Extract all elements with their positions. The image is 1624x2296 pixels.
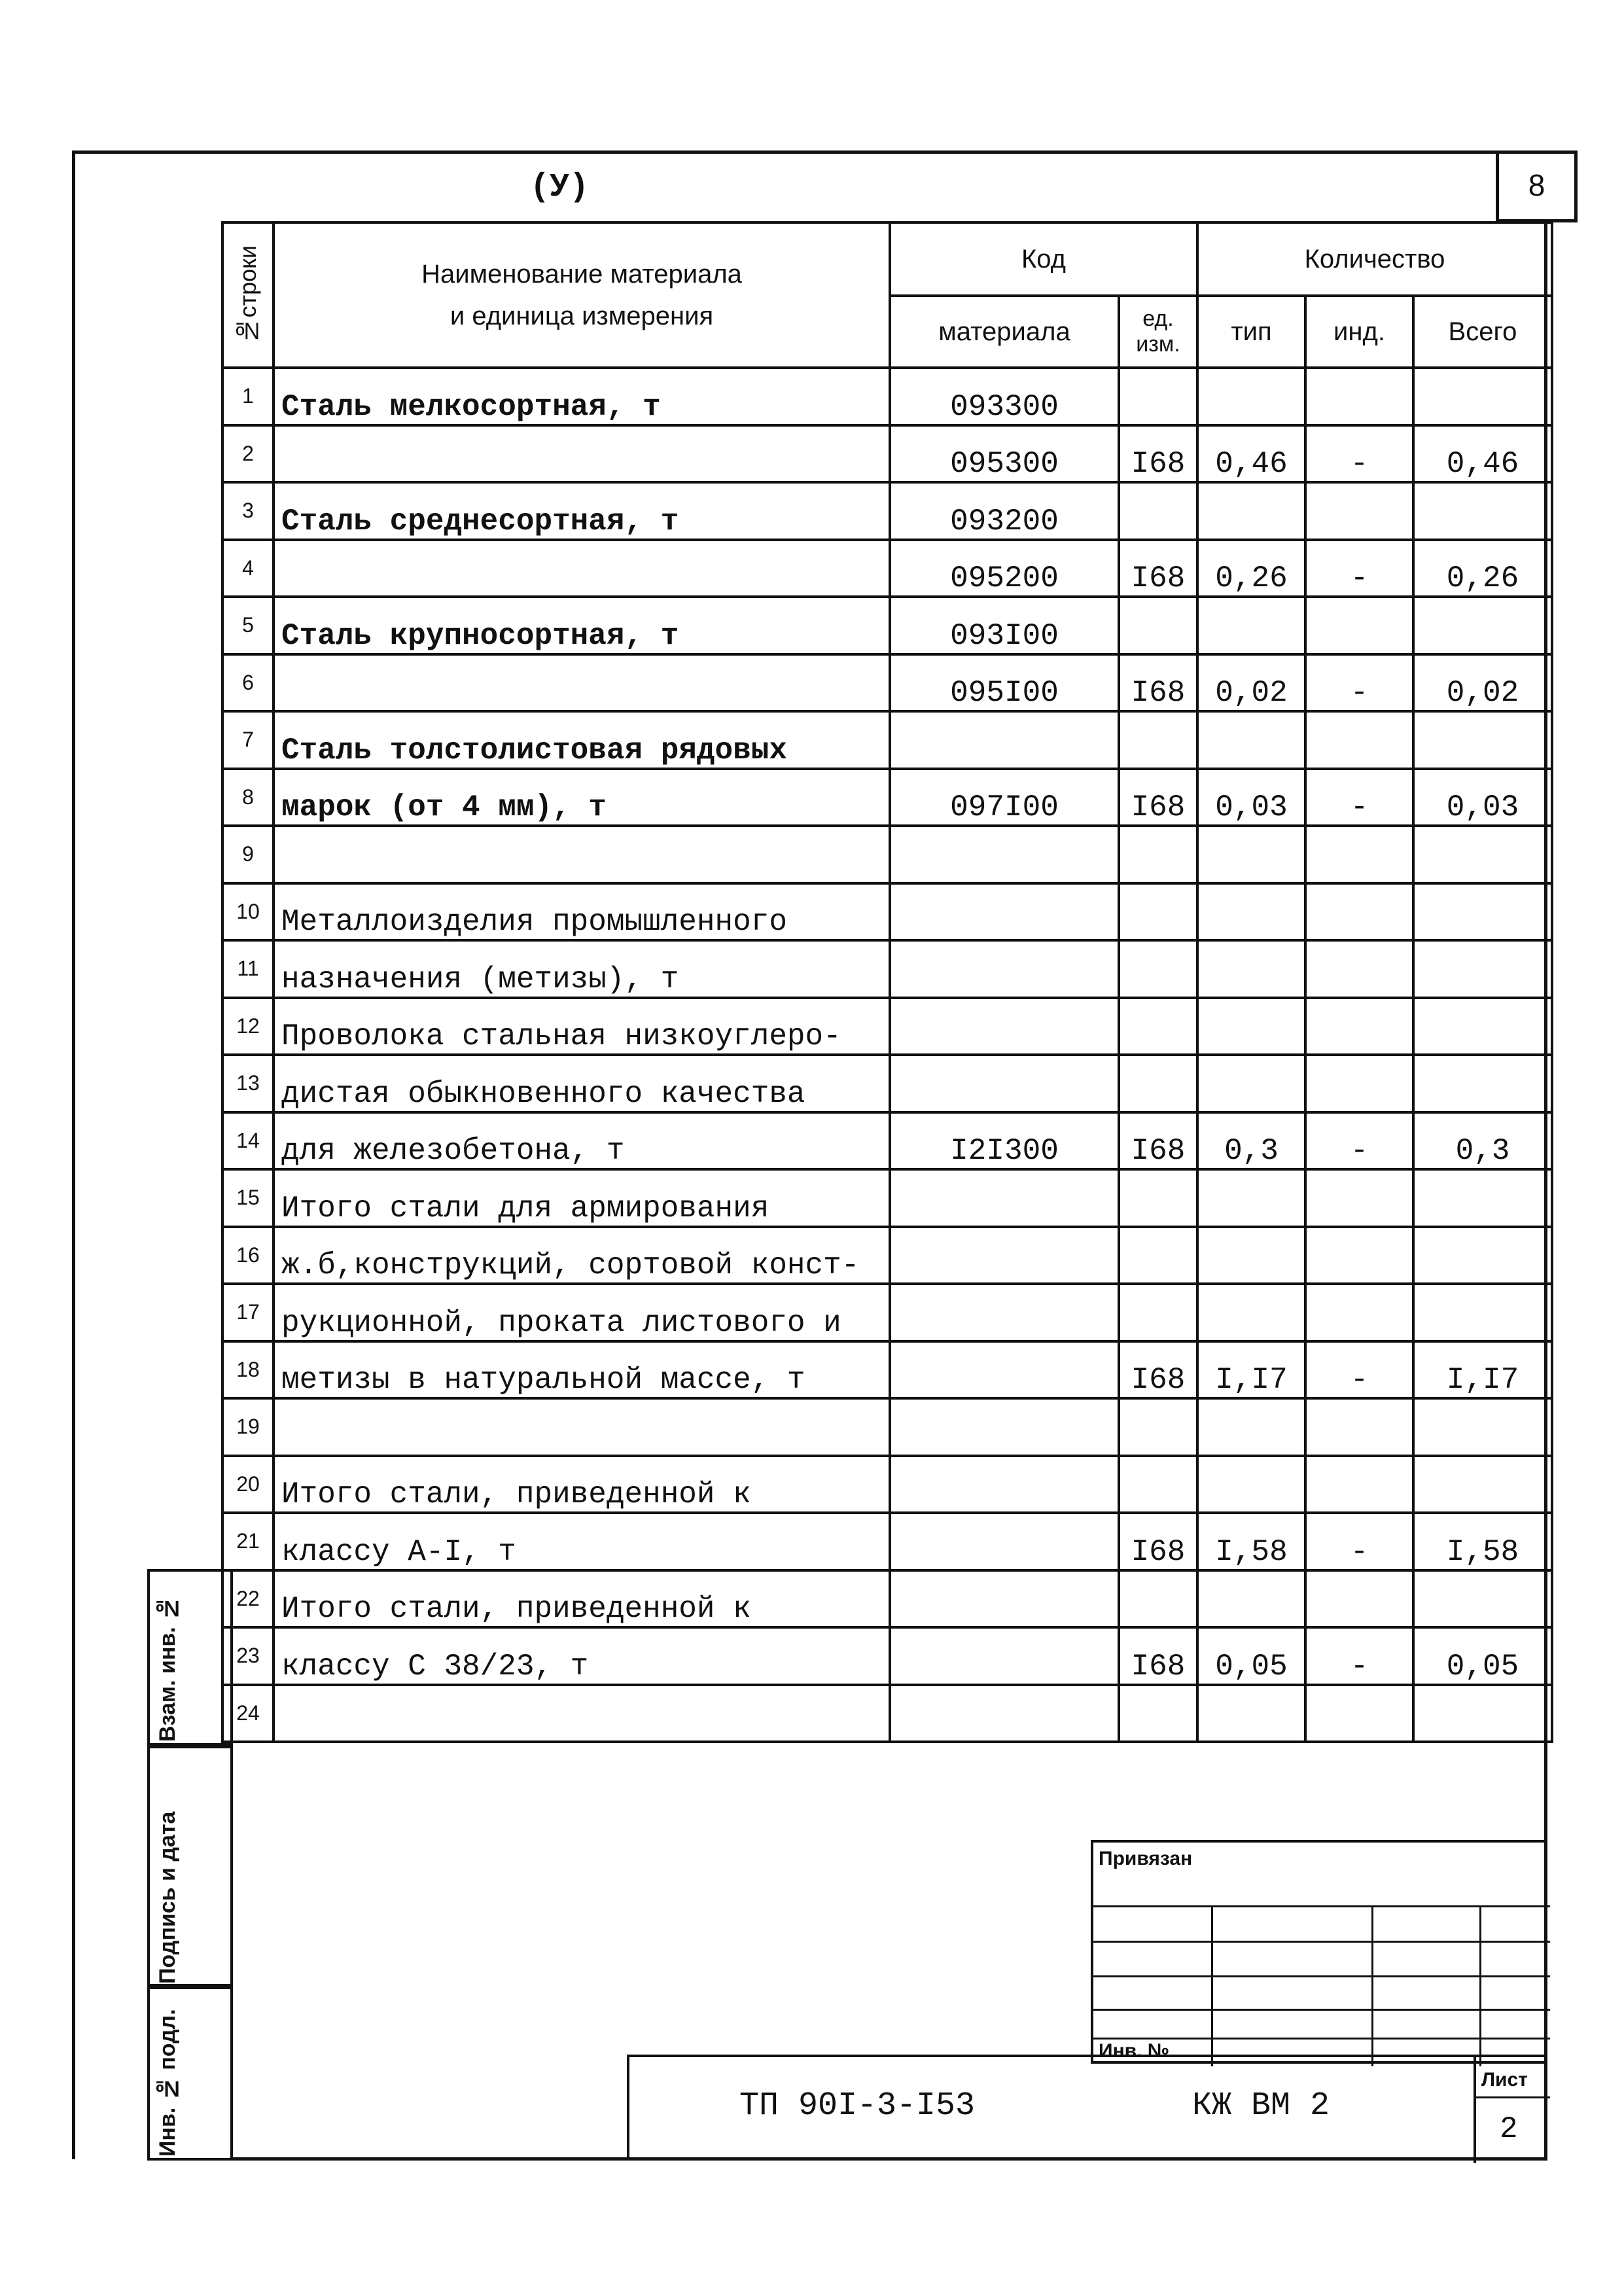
- table-row: [222, 597, 1552, 654]
- material-name: дистая обыкновенного качества: [274, 1055, 890, 1112]
- material-code: [890, 1341, 1119, 1399]
- unit-code: I68: [1119, 540, 1197, 597]
- row-number: 11: [222, 940, 274, 998]
- material-code: [890, 1685, 1119, 1742]
- list-label: Лист: [1481, 2069, 1528, 2091]
- quantity-type: I,58: [1197, 1513, 1305, 1570]
- material-name: для железобетона, т: [274, 1112, 890, 1170]
- table-row: [222, 1169, 1552, 1227]
- unit-code: [1119, 1398, 1197, 1456]
- row-number: 4: [222, 540, 274, 597]
- material-name: Сталь крупносортная, т: [274, 597, 890, 654]
- table-row: [222, 769, 1552, 826]
- quantity-total: 0,03: [1413, 769, 1552, 826]
- material-name: [274, 1398, 890, 1456]
- quantity-total: [1413, 1284, 1552, 1341]
- material-name: Сталь мелкосортная, т: [274, 368, 890, 425]
- quantity-type: [1197, 826, 1305, 883]
- quantity-ind: [1305, 1169, 1413, 1227]
- quantity-type: [1197, 1685, 1305, 1742]
- materials-table: [221, 221, 1553, 1743]
- material-name: классу А-I, т: [274, 1513, 890, 1570]
- quantity-total: I,I7: [1413, 1341, 1552, 1399]
- row-number: 24: [222, 1685, 274, 1742]
- quantity-ind: [1305, 998, 1413, 1055]
- quantity-type: [1197, 368, 1305, 425]
- row-number: 2: [222, 425, 274, 483]
- material-name: Итого стали для армирования: [274, 1169, 890, 1227]
- table-row: [222, 540, 1552, 597]
- table-row: [222, 368, 1552, 425]
- quantity-ind: -: [1305, 425, 1413, 483]
- quantity-total: 0,26: [1413, 540, 1552, 597]
- table-row: [222, 826, 1552, 883]
- unit-code: [1119, 998, 1197, 1055]
- table-row: [222, 1341, 1552, 1399]
- quantity-total: 0,02: [1413, 654, 1552, 712]
- quantity-ind: [1305, 711, 1413, 769]
- table-row: [222, 1284, 1552, 1341]
- quantity-ind: -: [1305, 1627, 1413, 1685]
- quantity-total: [1413, 711, 1552, 769]
- quantity-total: I,58: [1413, 1513, 1552, 1570]
- quantity-total: [1413, 1570, 1552, 1628]
- quantity-total: 0,05: [1413, 1627, 1552, 1685]
- material-name: Итого стали, приведенной к: [274, 1570, 890, 1628]
- material-code: [890, 1227, 1119, 1284]
- row-number: 3: [222, 482, 274, 540]
- doc-code: КЖ ВМ 2: [1192, 2087, 1330, 2125]
- material-name: назначения (метизы), т: [274, 940, 890, 998]
- project-code: ТП 90I-3-I53: [739, 2087, 976, 2125]
- material-code: I2I300: [890, 1112, 1119, 1170]
- material-code: 095I00: [890, 654, 1119, 712]
- material-name: Сталь среднесортная, т: [274, 482, 890, 540]
- unit-code: I68: [1119, 1341, 1197, 1399]
- vzam-inv-label: Взам. инв. №: [155, 1595, 180, 1742]
- table-row: [222, 1513, 1552, 1570]
- podpis-data-label: Подпись и дата: [155, 1811, 180, 1984]
- quantity-total: [1413, 1398, 1552, 1456]
- privyazan-label: Привязан: [1099, 1848, 1193, 1869]
- quantity-ind: -: [1305, 769, 1413, 826]
- header-q-type: тип: [1197, 296, 1305, 368]
- row-number: 19: [222, 1398, 274, 1456]
- quantity-ind: [1305, 940, 1413, 998]
- material-code: [890, 883, 1119, 941]
- material-code: 095200: [890, 540, 1119, 597]
- material-name: Проволока стальная низкоуглеро-: [274, 998, 890, 1055]
- quantity-type: I,I7: [1197, 1341, 1305, 1399]
- side-stamp-divider: [230, 1569, 233, 2161]
- material-name: Итого стали, приведенной к: [274, 1456, 890, 1513]
- inv-podl-label: Инв. № подл.: [155, 2009, 180, 2157]
- material-code: 093300: [890, 368, 1119, 425]
- material-code: 095300: [890, 425, 1119, 483]
- quantity-ind: [1305, 1398, 1413, 1456]
- material-name: [274, 826, 890, 883]
- quantity-ind: [1305, 883, 1413, 941]
- quantity-total: [1413, 597, 1552, 654]
- side-stamp-inv-podl: [147, 1987, 232, 2161]
- unit-code: [1119, 1284, 1197, 1341]
- material-code: [890, 1284, 1119, 1341]
- unit-code: [1119, 711, 1197, 769]
- unit-code: I68: [1119, 769, 1197, 826]
- material-code: [890, 711, 1119, 769]
- variant-label: (У): [530, 169, 590, 206]
- unit-code: [1119, 482, 1197, 540]
- table-row: [222, 1398, 1552, 1456]
- material-name: [274, 1685, 890, 1742]
- quantity-type: [1197, 940, 1305, 998]
- material-name: ж.б,конструкций, сортовой конст-: [274, 1227, 890, 1284]
- material-name: Металлоизделия промышленного: [274, 883, 890, 941]
- unit-code: [1119, 1055, 1197, 1112]
- row-number: 16: [222, 1227, 274, 1284]
- row-number: 20: [222, 1456, 274, 1513]
- table-row: [222, 1456, 1552, 1513]
- quantity-total: [1413, 368, 1552, 425]
- material-code: 093I00: [890, 597, 1119, 654]
- material-code: 093200: [890, 482, 1119, 540]
- quantity-ind: [1305, 1685, 1413, 1742]
- quantity-total: [1413, 482, 1552, 540]
- unit-code: I68: [1119, 425, 1197, 483]
- table-row: [222, 482, 1552, 540]
- header-row-no: №строки: [222, 222, 274, 368]
- material-name: марок (от 4 мм), т: [274, 769, 890, 826]
- quantity-total: [1413, 1685, 1552, 1742]
- unit-code: [1119, 1456, 1197, 1513]
- quantity-type: 0,02: [1197, 654, 1305, 712]
- privyazan-block: [1091, 1840, 1547, 2064]
- quantity-type: 0,03: [1197, 769, 1305, 826]
- header-code-group: Код: [890, 222, 1197, 296]
- quantity-total: [1413, 1055, 1552, 1112]
- material-code: [890, 1398, 1119, 1456]
- header-name: Наименование материала и единица измерения: [274, 222, 890, 368]
- quantity-total: [1413, 883, 1552, 941]
- quantity-ind: [1305, 1570, 1413, 1628]
- quantity-ind: -: [1305, 1341, 1413, 1399]
- row-number: 22: [222, 1570, 274, 1628]
- title-block-code: [627, 2055, 1547, 2161]
- quantity-ind: -: [1305, 540, 1413, 597]
- material-code: [890, 940, 1119, 998]
- material-code: [890, 1169, 1119, 1227]
- unit-code: [1119, 1570, 1197, 1628]
- quantity-type: [1197, 1456, 1305, 1513]
- quantity-type: [1197, 1227, 1305, 1284]
- unit-code: I68: [1119, 1112, 1197, 1170]
- inv-no-label: Инв. №: [1099, 2040, 1170, 2062]
- material-code: [890, 1055, 1119, 1112]
- material-name: [274, 654, 890, 712]
- row-number: 23: [222, 1627, 274, 1685]
- quantity-ind: [1305, 368, 1413, 425]
- quantity-type: [1197, 1055, 1305, 1112]
- material-code: [890, 1570, 1119, 1628]
- unit-code: [1119, 826, 1197, 883]
- side-stamp-podpis: [147, 1746, 232, 1987]
- material-name: Сталь толстолистовая рядовых: [274, 711, 890, 769]
- quantity-type: [1197, 1284, 1305, 1341]
- quantity-ind: [1305, 1284, 1413, 1341]
- quantity-type: [1197, 998, 1305, 1055]
- header-q-ind: инд.: [1305, 296, 1413, 368]
- unit-code: I68: [1119, 654, 1197, 712]
- row-number: 7: [222, 711, 274, 769]
- quantity-type: [1197, 1169, 1305, 1227]
- quantity-total: [1413, 1456, 1552, 1513]
- row-number: 5: [222, 597, 274, 654]
- table-row: [222, 1685, 1552, 1742]
- material-code: [890, 1513, 1119, 1570]
- row-number: 14: [222, 1112, 274, 1170]
- material-code: [890, 998, 1119, 1055]
- quantity-type: 0,05: [1197, 1627, 1305, 1685]
- quantity-type: 0,3: [1197, 1112, 1305, 1170]
- header-quantity-group: Количество: [1197, 222, 1552, 296]
- row-number: 21: [222, 1513, 274, 1570]
- unit-code: [1119, 883, 1197, 941]
- side-stamp-vzam-inv: [147, 1569, 232, 1746]
- unit-code: I68: [1119, 1513, 1197, 1570]
- row-number: 9: [222, 826, 274, 883]
- table-row: [222, 425, 1552, 483]
- quantity-type: [1197, 1398, 1305, 1456]
- quantity-ind: [1305, 1227, 1413, 1284]
- table-row: [222, 1570, 1552, 1628]
- quantity-ind: [1305, 482, 1413, 540]
- quantity-total: 0,46: [1413, 425, 1552, 483]
- table-row: [222, 1112, 1552, 1170]
- unit-code: [1119, 940, 1197, 998]
- material-name: [274, 540, 890, 597]
- quantity-type: [1197, 883, 1305, 941]
- quantity-ind: [1305, 1055, 1413, 1112]
- header-code-unit: ед. изм.: [1119, 296, 1197, 368]
- unit-code: [1119, 368, 1197, 425]
- list-number: 2: [1500, 2112, 1518, 2146]
- quantity-ind: -: [1305, 1513, 1413, 1570]
- quantity-type: 0,46: [1197, 425, 1305, 483]
- material-code: [890, 826, 1119, 883]
- quantity-ind: -: [1305, 1112, 1413, 1170]
- table-row: [222, 1627, 1552, 1685]
- table-row: [222, 940, 1552, 998]
- material-name: [274, 425, 890, 483]
- unit-code: [1119, 597, 1197, 654]
- page-number: 8: [1496, 150, 1578, 222]
- quantity-total: [1413, 826, 1552, 883]
- header-q-total: Всего: [1413, 296, 1552, 368]
- unit-code: I68: [1119, 1627, 1197, 1685]
- material-name: классу С 38/23, т: [274, 1627, 890, 1685]
- unit-code: [1119, 1169, 1197, 1227]
- row-number: 12: [222, 998, 274, 1055]
- row-number: 8: [222, 769, 274, 826]
- quantity-ind: [1305, 597, 1413, 654]
- material-code: [890, 1456, 1119, 1513]
- row-number: 1: [222, 368, 274, 425]
- quantity-total: [1413, 1227, 1552, 1284]
- quantity-total: [1413, 998, 1552, 1055]
- quantity-type: [1197, 482, 1305, 540]
- row-number: 15: [222, 1169, 274, 1227]
- unit-code: [1119, 1227, 1197, 1284]
- table-row: [222, 1055, 1552, 1112]
- quantity-ind: [1305, 1456, 1413, 1513]
- unit-code: [1119, 1685, 1197, 1742]
- table-row: [222, 711, 1552, 769]
- header-code-material: материала: [890, 296, 1119, 368]
- table-row: [222, 883, 1552, 941]
- material-code: [890, 1627, 1119, 1685]
- row-number: 17: [222, 1284, 274, 1341]
- quantity-type: [1197, 711, 1305, 769]
- row-number: 10: [222, 883, 274, 941]
- quantity-total: 0,3: [1413, 1112, 1552, 1170]
- quantity-type: [1197, 1570, 1305, 1628]
- row-number: 13: [222, 1055, 274, 1112]
- table-row: [222, 1227, 1552, 1284]
- quantity-total: [1413, 1169, 1552, 1227]
- quantity-ind: -: [1305, 654, 1413, 712]
- row-number: 18: [222, 1341, 274, 1399]
- material-name: рукционной, проката листового и: [274, 1284, 890, 1341]
- material-code: 097I00: [890, 769, 1119, 826]
- table-row: [222, 998, 1552, 1055]
- row-number: 6: [222, 654, 274, 712]
- quantity-ind: [1305, 826, 1413, 883]
- table-row: [222, 654, 1552, 712]
- quantity-type: 0,26: [1197, 540, 1305, 597]
- quantity-type: [1197, 597, 1305, 654]
- quantity-total: [1413, 940, 1552, 998]
- material-name: метизы в натуральной массе, т: [274, 1341, 890, 1399]
